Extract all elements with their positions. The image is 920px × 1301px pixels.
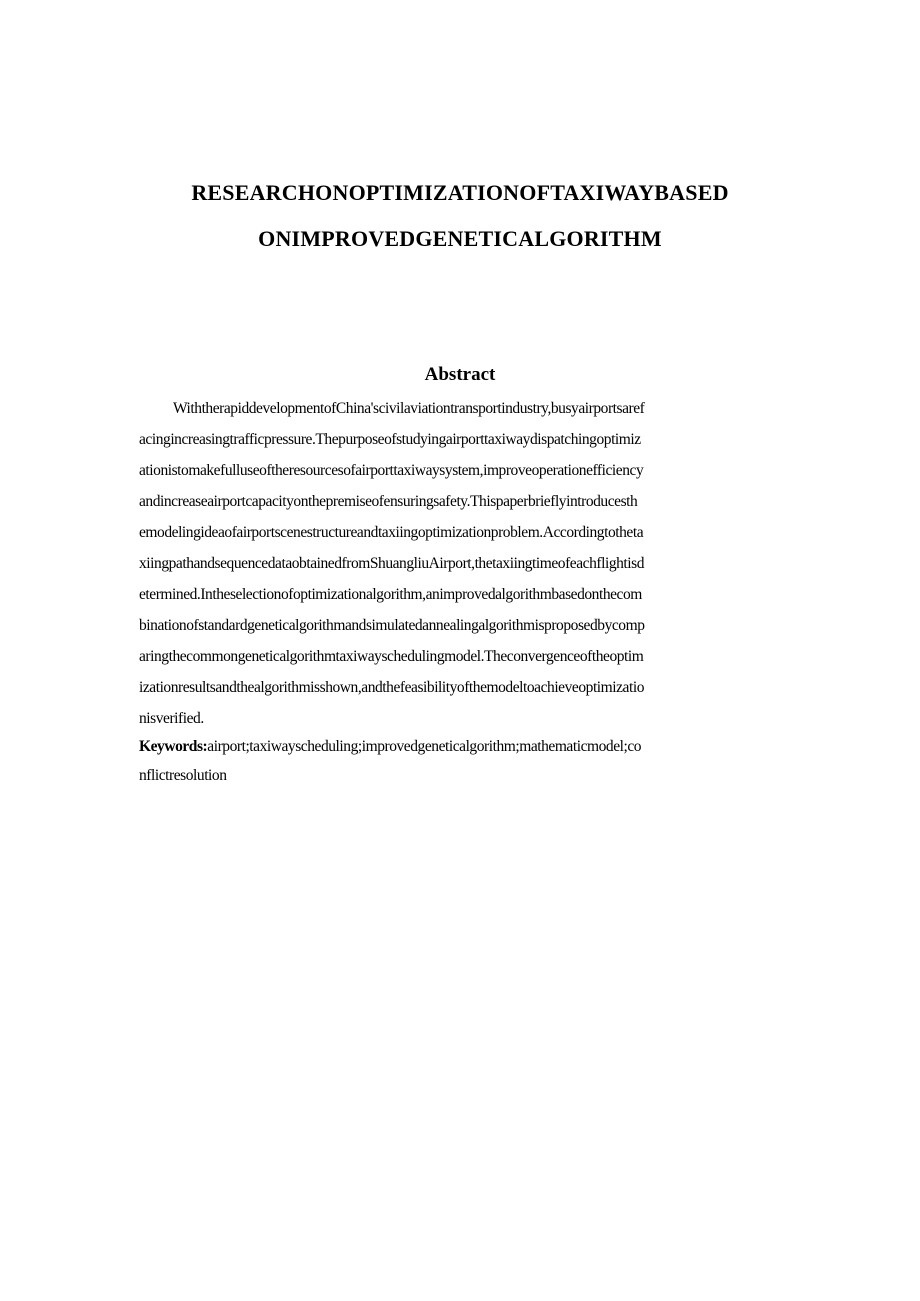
keywords-section bbox=[139, 732, 789, 790]
abstract-line: andincreaseairportcapacityonthepremiseofensuringsafety.Thispaperbrieflyintroducesth bbox=[139, 493, 638, 510]
paper-title-line-1: RESEARCHONOPTIMIZATIONOFTAXIWAYBASED bbox=[191, 180, 729, 205]
keywords-line-1 bbox=[139, 732, 789, 761]
abstract-line: acingincreasingtrafficpressure.Thepurposeofstudyingairporttaxiwaydispatchingoptimiz bbox=[139, 431, 641, 448]
abstract-line: ationistomakefulluseoftheresourcesofairporttaxiwaysystem,improveoperationefficiency bbox=[139, 462, 644, 479]
abstract-line: binationofstandardgeneticalgorithmandsimulatedannealingalgorithmisproposedbycomp bbox=[139, 617, 645, 634]
keywords-label: Keywords: bbox=[139, 738, 208, 755]
abstract-line: WiththerapiddevelopmentofChina'scivilaviationtransportindustry,busyairportsaref bbox=[173, 400, 645, 417]
abstract-line: emodelingideaofairportscenestructureandtaxiingoptimizationproblem.Accordingtotheta bbox=[139, 524, 644, 541]
abstract-line: aringthecommongeneticalgorithmtaxiwayschedulingmodel.Theconvergenceoftheoptim bbox=[139, 648, 644, 665]
abstract-line: etermined.Intheselectionofoptimizationalgorithm,animprovedalgorithmbasedonthecom bbox=[139, 586, 642, 603]
paper-title-line-2: ONIMPROVEDGENETICALGORITHM bbox=[258, 226, 662, 251]
keywords-line-2 bbox=[139, 761, 789, 790]
abstract-line: izationresultsandthealgorithmisshown,andthefeasibilityofthemodeltoachieveoptimizatio bbox=[139, 679, 644, 696]
abstract-heading: Abstract bbox=[424, 364, 496, 385]
abstract-line: nisverified. bbox=[139, 710, 204, 727]
keywords-text-1: airport;taxiwayscheduling;improvedgeneticalgorithm;mathematicmodel;co bbox=[207, 738, 642, 755]
keywords-text-2: nflictresolution bbox=[139, 767, 227, 784]
abstract-body bbox=[139, 393, 789, 734]
abstract-line: xiingpathandsequencedataobtainedfromShuangliuAirport,thetaxiingtimeofeachflightisd bbox=[139, 555, 645, 572]
